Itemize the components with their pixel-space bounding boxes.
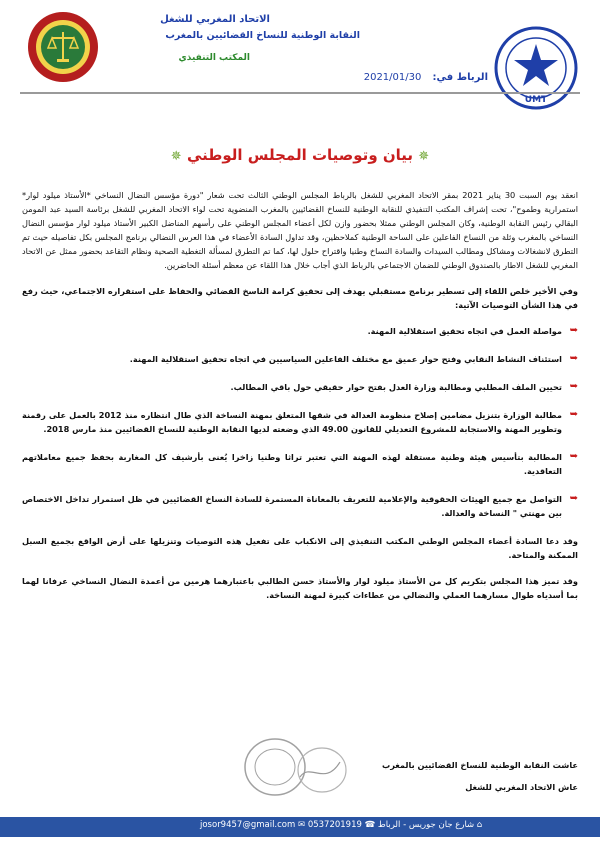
recommendation-text: مواصلة العمل في اتجاه تحقيق استقلالية المهنة. — [367, 326, 562, 336]
recommendation-item — [22, 352, 578, 366]
intro-paragraph: انعقد يوم السبت 30 يناير 2021 بمقر الاتحاد المغربي للشغل بالرباط المجلس الوطني الثالث تحت شعار "دورة مؤسس النضال النساخي *الأستاذ ميلود لوار* استمرارية وطموح"، تحت إشراف المكتب التنفيذي للنقابة الوطنية للنساخ القضائيين بالمغرب المنضوية تحت لواء الاتحاد المغربي للشغل برئاسة السيد عبد المومن البقالي رئيس النقابة الوطنية، وكان المجلس الوطني ممثلا بحضور وازن لكل أعضاء المجلس الوطني على رأسهم المناضل الكبير الأستاذ ميلود لوار مؤسس النضال النساخي بالمغرب وثلة من النساخ الفاعلين على الساحة الوطنية كملاحظين، وقد تداول السادة الأعضاء في هذا العرس النضالي برنامج المجلس بكل تفاصيله حيث تم التطرق لانشغالات ومشاكل ومطالب السيدات والسادة النساخ وطنيا واقتراح حلول لها، كما تم التطرق لمسألة التغطية الصحية ونظام التقاعد بحضور ممثل عن الاتحاد المغربي للشغل الاطار بالصندوق الوطني للضمان الاجتماعي بالرباط الذي أجاب خلال هذا اللقاء عن معظم أسئلة الحاضرين. — [22, 190, 578, 270]
signoff-line: عاش الاتحاد المغربي للشغل — [465, 782, 578, 792]
recommendation-text: تحيين الملف المطلبي ومطالبة وزارة العدل بفتح حوار حقيقي حول باقي المطالب. — [230, 382, 562, 392]
arrow-bullet-icon: ➥ — [569, 381, 578, 392]
document-title — [0, 146, 600, 164]
recommendation-text: مطالبة الوزارة بتنزيل مضامين إصلاح منظومة العدالة في شقها المتعلق بمهنة النساخة الذي طال انتظاره منذ 2012 بالعمل على رقمنة وتطوير المهنة والاستجابة للمشروع التعديلي للقانون 49.00 الذي وضعته لديها النقابة الوطنية للنساخ القضائيين منذ مارس 2018. — [22, 410, 562, 434]
header-divider — [20, 92, 580, 94]
intro-paragraph: وفي الأخير خلص اللقاء إلى تسطير برنامج مستقبلي يهدف إلى تحقيق كرامة الناسخ القضائي والحفاظ على استقراره الاجتماعي، حيث رفع في هذا الشأن التوصيات الآتية: — [22, 286, 578, 310]
date-line — [364, 72, 488, 83]
city-label: الرباط في: — [432, 72, 488, 83]
letter-date: 2021/01/30 — [363, 72, 422, 83]
location-icon: ⌂ — [476, 820, 483, 830]
closing-paragraph: وقد تميز هذا المجلس بتكريم كل من الأستاذ ميلود لوار والأستاذ حسن الطالبي باعتبارهما هرمين من أعمدة النضال النساخي عرفانا لهما بما أسدياه طوال مسارهما العملي والنضالي من عطاءات كبيرة لمهنة النساخة. — [22, 576, 578, 600]
recommendation-text: استئناف النشاط النقابي وفتح حوار عميق مع مختلف الفاعلين السياسيين في اتجاه تحقيق استقلالية المهنة. — [129, 354, 562, 364]
sign-off — [382, 754, 578, 798]
phone-icon: ☎ — [364, 820, 378, 830]
document-body — [22, 188, 578, 614]
footer-address: شارع جان جوريس - الرباط — [377, 820, 475, 830]
footer-email[interactable]: josor9457@gmail.com — [200, 820, 296, 830]
recommendation-item — [22, 380, 578, 394]
title-text: بيان وتوصيات المجلس الوطني — [186, 146, 414, 164]
footer-phone[interactable]: 0537201919 — [307, 820, 362, 830]
footer-bar — [0, 817, 600, 837]
recommendation-item — [22, 450, 578, 478]
arrow-bullet-icon: ➥ — [569, 353, 578, 364]
letterhead — [0, 0, 600, 105]
signoff-line: عاشت النقابة الوطنية للنساخ القضائيين بالمغرب — [381, 760, 578, 770]
union-emblem-icon — [26, 10, 100, 84]
official-stamp-icon — [240, 732, 350, 802]
recommendation-item — [22, 324, 578, 338]
footer-contact — [200, 820, 482, 830]
arrow-bullet-icon: ➥ — [569, 325, 578, 336]
umt-logo-icon — [494, 26, 578, 110]
mail-icon: ✉ — [297, 820, 308, 830]
recommendation-text: المطالبة بتأسيس هيئة وطنية مستقلة لهذه المهنة التي تعتبر تراثا وطنيا زاخرا يُعنى بأرشيف كل المغاربة بحفظ جميع معاملاتهم التعاقدية. — [22, 452, 562, 476]
arrow-bullet-icon: ➥ — [569, 493, 578, 504]
header-union-name: النقابة الوطنية للنساخ القضائيين بالمغرب — [165, 30, 360, 41]
header-bureau: المكتب التنفيذي — [178, 53, 250, 63]
recommendation-item — [22, 492, 578, 520]
header-federation: الاتحاد المغربي للشغل — [160, 14, 270, 25]
umt-logo-label: UMT — [524, 95, 548, 105]
closing-paragraph: وقد دعا السادة أعضاء المجلس الوطني المكتب التنفيذي إلى الانكباب على تفعيل هذه التوصيات وتنزيلها على أرض الواقع بجميع السبل الممكنة والمتاحة. — [22, 536, 578, 560]
recommendation-text: التواصل مع جميع الهيئات الحقوقية والإعلامية للتعريف بالمعاناة المستمرة للسادة النساخ القضائيين في ظل استمرار تداخل الاختصاص بين مهنتي " النساخة والعدالة. — [22, 494, 562, 518]
star-ornament-icon: ✵ — [418, 149, 430, 164]
arrow-bullet-icon: ➥ — [569, 409, 578, 420]
recommendation-item — [22, 408, 578, 436]
arrow-bullet-icon: ➥ — [569, 451, 578, 462]
star-ornament-icon: ✵ — [170, 149, 182, 164]
